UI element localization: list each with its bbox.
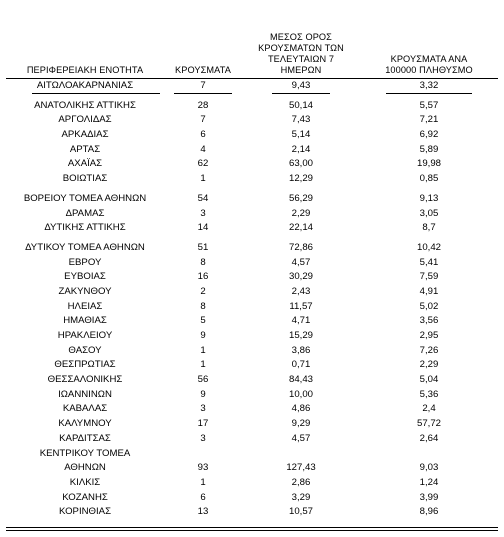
seven-day-average-cell: 4,71 [291, 315, 311, 327]
per-100k-cell: 5,02 [419, 300, 439, 312]
table-row [6, 358, 498, 373]
seven-day-average-cell: 9,29 [291, 418, 311, 430]
table-row [6, 270, 498, 285]
region-cell: ΚΟΖΑΝΗΣ [62, 491, 108, 503]
seven-day-average-cell: 7,43 [291, 114, 311, 126]
region-cell: ΑΡΚΑΔΙΑΣ [61, 129, 109, 141]
per-100k-cell: 9,03 [419, 462, 439, 474]
cases-cell: 54 [197, 192, 209, 204]
cases-cell: 7 [200, 80, 206, 91]
table-row [6, 373, 498, 388]
header-avg-line1: ΜΕΣΟΣ ΟΡΟΣ [270, 32, 332, 42]
per-100k-cell: 2,29 [419, 359, 439, 371]
region-cell: ΘΕΣΣΑΛΟΝΙΚΗΣ [47, 374, 123, 386]
per-100k-cell: 5,04 [419, 374, 439, 386]
cases-cell: 2 [200, 285, 206, 297]
per-100k-cell: 3,32 [419, 80, 439, 91]
cases-cell: 1 [200, 344, 206, 356]
per-100k-cell: 7,26 [419, 344, 439, 356]
table-row [6, 329, 498, 344]
per-100k-cell: 3,05 [419, 207, 439, 219]
cases-cell: 3 [200, 403, 206, 415]
region-cell: ΕΒΡΟΥ [68, 256, 102, 268]
region-cell: ΚΑΒΑΛΑΣ [62, 403, 108, 415]
cases-cell: 8 [200, 256, 206, 268]
table-row [6, 491, 498, 506]
table-row [6, 476, 498, 491]
region-cell: ΑΡΤΑΣ [69, 143, 101, 155]
cases-cell: 4 [200, 143, 206, 155]
region-cell: ΖΑΚΥΝΘΟΥ [58, 285, 112, 297]
header-seven-day-average [242, 32, 360, 76]
region-cell: ΚΑΡΔΙΤΣΑΣ [59, 432, 111, 444]
seven-day-average-cell: 10,57 [288, 506, 313, 518]
region-cell: ΘΑΣΟΥ [68, 344, 102, 356]
table-row [6, 417, 498, 432]
cases-cell: 56 [197, 374, 209, 386]
table-row [6, 256, 498, 271]
region-cell: ΔΥΤΙΚΗΣ ΑΤΤΙΚΗΣ [44, 222, 126, 234]
cases-cell: 93 [197, 462, 209, 474]
cases-cell: 1 [200, 173, 206, 185]
table-row [6, 314, 498, 329]
per-100k-cell: 5,57 [419, 99, 439, 111]
seven-day-average-cell: 4,57 [291, 432, 311, 444]
table-row [6, 402, 498, 417]
seven-day-average-cell: 50,14 [288, 99, 313, 111]
region-cell: ΚΙΛΚΙΣ [69, 476, 101, 488]
table-row [6, 172, 498, 187]
cases-cell: 1 [200, 476, 206, 488]
header-avg-line3: ΤΕΛΕΥΤΑΙΩΝ 7 [267, 54, 335, 64]
per-100k-cell: 5,41 [419, 256, 439, 268]
region-cell: ΔΡΑΜΑΣ [65, 207, 105, 219]
table-row [6, 344, 498, 359]
region-cell: ΚΑΛΥΜΝΟΥ [58, 418, 112, 430]
per-100k-cell: 2,64 [419, 432, 439, 444]
table-row [6, 113, 498, 128]
header-cases: ΚΡΟΥΣΜΑΤΑ [175, 65, 231, 75]
table-header [6, 0, 498, 79]
header-avg-line4: ΗΜΕΡΩΝ [280, 65, 322, 75]
seven-day-average-cell: 3,29 [291, 491, 311, 503]
row-underline [174, 93, 232, 94]
region-cell: ΒΟΙΩΤΙΑΣ [62, 173, 108, 185]
per-100k-cell: 5,89 [419, 143, 439, 155]
per-100k-cell: 6,92 [419, 129, 439, 141]
per-100k-cell: 5,36 [419, 388, 439, 400]
header-region: ΠΕΡΙΦΕΡΕΙΑΚΗ ΕΝΟΤΗΤΑ [26, 65, 144, 75]
region-cell: ΔΥΤΙΚΟΥ ΤΟΜΕΑ ΑΘΗΝΩΝ [25, 241, 145, 253]
per-100k-cell: 4,91 [419, 285, 439, 297]
seven-day-average-cell: 12,29 [288, 173, 313, 185]
seven-day-average-cell: 2,43 [291, 285, 311, 297]
table-row [6, 79, 498, 94]
region-cell: ΗΛΕΙΑΣ [67, 300, 103, 312]
per-100k-cell: 7,59 [419, 271, 439, 283]
seven-day-average-cell: 84,43 [288, 374, 313, 386]
per-100k-cell: 3,56 [419, 315, 439, 327]
region-cell: ΑΡΓΟΛΙΔΑΣ [58, 114, 112, 126]
seven-day-average-cell: 127,43 [286, 462, 316, 474]
row-underline [386, 93, 472, 94]
seven-day-average-cell: 56,29 [288, 192, 313, 204]
bottom-rule-2 [6, 530, 498, 531]
table-row [6, 128, 498, 143]
cases-cell: 28 [197, 99, 209, 111]
region-cell: ΘΕΣΠΡΩΤΙΑΣ [54, 359, 116, 371]
seven-day-average-cell: 2,86 [291, 476, 311, 488]
header-per-line1: ΚΡΟΥΣΜΑΤΑ ΑΝΑ [390, 54, 468, 64]
seven-day-average-cell: 0,71 [291, 359, 311, 371]
cases-cell: 62 [197, 158, 209, 170]
table-row [6, 432, 498, 447]
seven-day-average-cell: 11,57 [289, 300, 313, 312]
table-row [6, 300, 498, 315]
cases-cell: 3 [200, 207, 206, 219]
region-cell: ΗΡΑΚΛΕΙΟΥ [57, 330, 113, 341]
per-100k-cell: 8,7 [422, 222, 436, 234]
cases-cell: 3 [200, 432, 206, 444]
per-100k-cell: 3,99 [419, 491, 439, 503]
seven-day-average-cell: 2,29 [291, 207, 311, 219]
seven-day-average-cell: 72,86 [288, 241, 313, 253]
seven-day-average-cell: 2,14 [291, 143, 311, 155]
region-cell: ΑΘΗΝΩΝ [64, 462, 106, 474]
seven-day-average-cell: 4,86 [291, 403, 311, 415]
seven-day-average-cell: 22,14 [288, 222, 313, 234]
region-cell: ΒΟΡΕΙΟΥ ΤΟΜΕΑ ΑΘΗΝΩΝ [23, 192, 147, 204]
table-row [6, 388, 498, 403]
seven-day-average-cell: 63,00 [288, 158, 313, 170]
cases-cell: 6 [200, 129, 206, 141]
header-per-line2: 100000 ΠΛΗΘΥΣΜΟ [385, 65, 473, 75]
per-100k-cell: 2,4 [422, 403, 436, 415]
cases-cell: 17 [197, 418, 209, 430]
seven-day-average-cell: 3,86 [291, 344, 311, 356]
seven-day-average-cell: 4,57 [291, 256, 311, 268]
table-row [6, 143, 498, 158]
per-100k-cell: 10,42 [416, 241, 441, 253]
cases-cell: 14 [197, 222, 209, 234]
table-row [6, 221, 498, 236]
per-100k-cell: 2,95 [419, 330, 439, 341]
per-100k-cell: 1,24 [419, 476, 439, 488]
table-row [6, 207, 498, 222]
cases-cell: 16 [197, 271, 209, 283]
region-cell: ΑΧΑΪΑΣ [67, 158, 103, 170]
header-cases-per-100k [360, 54, 498, 76]
cases-cell: 7 [200, 114, 206, 126]
cases-cell: 1 [200, 359, 206, 371]
region-cell: ΗΜΑΘΙΑΣ [63, 315, 107, 327]
cases-cell: 51 [197, 241, 209, 253]
table-row [6, 505, 498, 520]
region-cell: ΑΝΑΤΟΛΙΚΗΣ ΑΤΤΙΚΗΣ [34, 99, 136, 111]
seven-day-average-cell: 9,43 [291, 80, 311, 91]
per-100k-cell: 19,98 [416, 158, 441, 170]
region-cell: ΚΟΡΙΝΘΙΑΣ [58, 506, 112, 518]
cases-cell: 9 [200, 330, 206, 341]
region-cell: ΑΙΤΩΛΟΑΚΑΡΝΑΝΙΑΣ [36, 80, 134, 91]
table-row [6, 241, 498, 256]
region-cell: ΚΕΝΤΡΙΚΟΥ ΤΟΜΕΑ [39, 447, 131, 459]
per-100k-cell: 0,85 [419, 173, 439, 185]
row-underline [32, 93, 160, 94]
region-cell: ΙΩΑΝΝΙΝΩΝ [58, 388, 112, 400]
seven-day-average-cell: 5,14 [291, 129, 311, 141]
per-100k-cell: 9,13 [419, 192, 439, 204]
region-cell: ΕΥΒΟΙΑΣ [64, 271, 106, 283]
cases-table [6, 0, 498, 520]
bottom-rule [6, 527, 498, 528]
table-row [6, 461, 498, 476]
seven-day-average-cell: 15,29 [288, 330, 313, 341]
cases-cell: 6 [200, 491, 206, 503]
cases-cell: 9 [200, 388, 206, 400]
seven-day-average-cell: 30,29 [288, 271, 313, 283]
table-row [6, 157, 498, 172]
header-avg-line2: ΚΡΟΥΣΜΑΤΩΝ ΤΩΝ [258, 43, 344, 53]
cases-cell: 13 [197, 506, 209, 518]
cases-cell: 8 [200, 300, 206, 312]
row-underline [272, 93, 330, 94]
table-row [6, 192, 498, 207]
per-100k-cell: 8,96 [419, 506, 439, 518]
cases-cell: 5 [200, 315, 206, 327]
table-row [6, 285, 498, 300]
table-body [6, 79, 498, 520]
table-row [6, 99, 498, 114]
per-100k-cell: 7,21 [419, 114, 439, 126]
seven-day-average-cell: 10,00 [288, 388, 313, 400]
table-row [6, 447, 498, 462]
per-100k-cell: 57,72 [416, 418, 441, 430]
